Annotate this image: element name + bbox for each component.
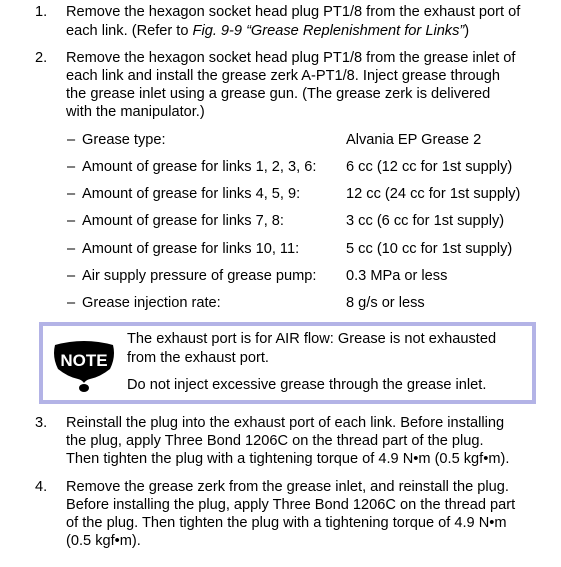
spec-label: Grease type: (82, 132, 166, 148)
spec-value: 0.3 MPa or less (346, 268, 448, 284)
step-text-line: Then tighten the plug with a tightening torque of 4.9 N•m (0.5 kgf•m). (66, 451, 510, 467)
step-number: 2. (35, 50, 48, 66)
step-text-line: with the manipulator.) (66, 104, 205, 120)
spec-row (0, 295, 561, 315)
list-dash: – (67, 213, 76, 229)
spec-row (0, 186, 561, 206)
list-dash: – (67, 268, 76, 284)
list-dash: – (67, 186, 76, 202)
step-text-line: Before installing the plug, apply Three Bond 1206C on the thread part (66, 497, 516, 513)
step-text-line: Reinstall the plug into the exhaust port of each link. Before installing (66, 415, 505, 431)
list-dash: – (67, 159, 76, 175)
note-text-line: from the exhaust port. (127, 350, 269, 366)
spec-value: 3 cc (6 cc for 1st supply) (346, 213, 505, 229)
spec-value: 12 cc (24 cc for 1st supply) (346, 186, 521, 202)
spec-label: Amount of grease for links 1, 2, 3, 6: (82, 159, 317, 175)
step-text-line: (0.5 kgf•m). (66, 533, 141, 549)
step-text-line: Remove the grease zerk from the grease inlet, and reinstall the plug. (66, 479, 509, 495)
step-number: 1. (35, 4, 48, 20)
note-icon-label: NOTE (60, 351, 108, 370)
step-text-line: each link and install the grease zerk A-PT1/8. Inject grease through (66, 68, 501, 84)
spec-row (0, 241, 561, 261)
note-box (39, 322, 536, 404)
note-text-line: Do not inject excessive grease through the grease inlet. (127, 377, 487, 393)
step-text-line: Remove the hexagon socket head plug PT1/8 from the exhaust port of (66, 4, 521, 20)
spec-value: 8 g/s or less (346, 295, 425, 311)
spec-label: Air supply pressure of grease pump: (82, 268, 317, 284)
step-number: 4. (35, 479, 48, 495)
spec-value: 5 cc (10 cc for 1st supply) (346, 241, 513, 257)
list-dash: – (67, 132, 76, 148)
step-text-line: the plug, apply Three Bond 1206C on the thread part of the plug. (66, 433, 484, 449)
spec-row (0, 268, 561, 288)
step-text-line: of the plug. Then tighten the plug with a tightening torque of 4.9 N•m (66, 515, 507, 531)
spec-value: 6 cc (12 cc for 1st supply) (346, 159, 513, 175)
spec-row (0, 132, 561, 152)
spec-label: Amount of grease for links 10, 11: (82, 241, 300, 257)
list-dash: – (67, 295, 76, 311)
list-dash: – (67, 241, 76, 257)
figure-reference: Fig. 9-9 “Grease Replenishment for Links” (192, 23, 465, 39)
step-text-line (66, 23, 469, 39)
step-text-line: the grease inlet using a grease gun. (The grease zerk is delivered (66, 86, 491, 102)
step-text-line: Remove the hexagon socket head plug PT1/8 from the grease inlet of (66, 50, 516, 66)
spec-label: Amount of grease for links 4, 5, 9: (82, 186, 301, 202)
step-text: ) (464, 23, 470, 39)
spec-row (0, 159, 561, 179)
note-text-line: The exhaust port is for AIR flow: Grease is not exhausted (127, 331, 497, 347)
note-icon (52, 339, 116, 393)
spec-label: Amount of grease for links 7, 8: (82, 213, 284, 229)
step-number: 3. (35, 415, 48, 431)
spec-label: Grease injection rate: (82, 295, 221, 311)
step-text: each link. (Refer to (66, 23, 193, 39)
spec-value: Alvania EP Grease 2 (346, 132, 482, 148)
spec-row (0, 213, 561, 233)
